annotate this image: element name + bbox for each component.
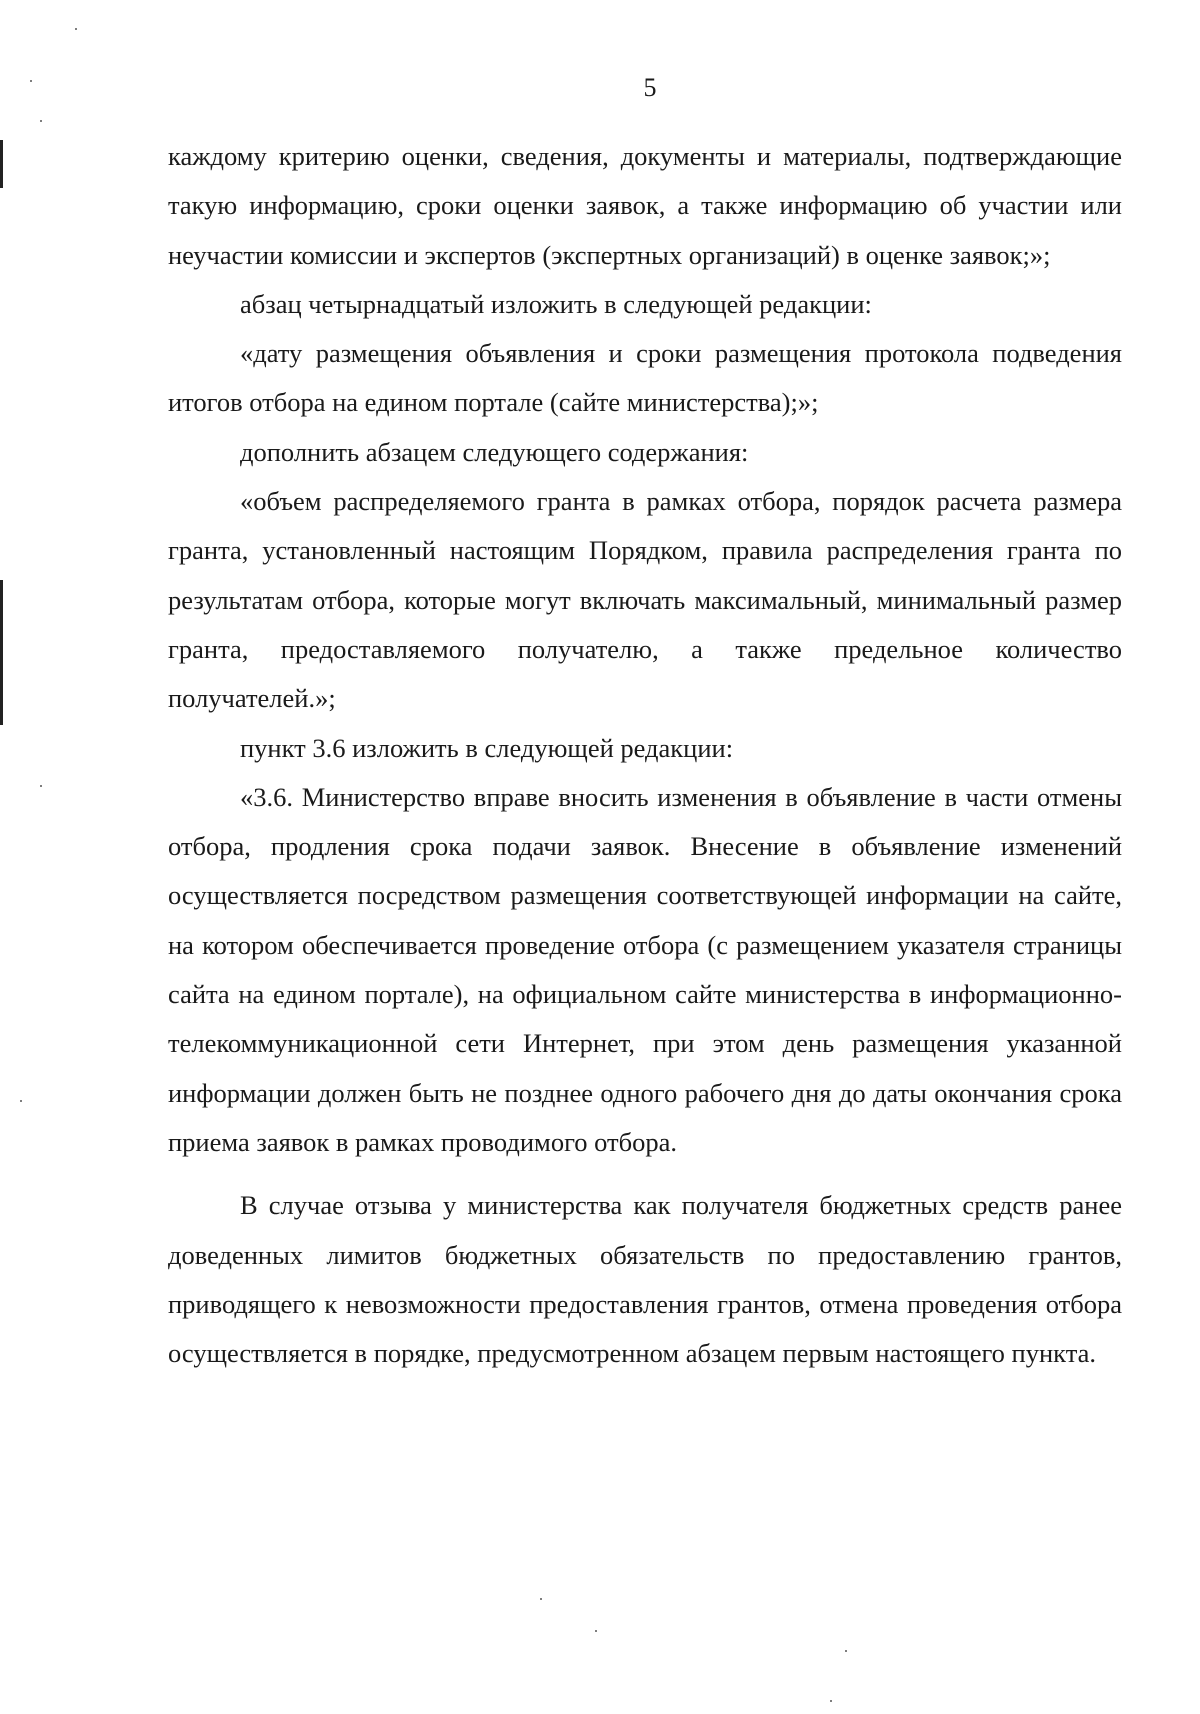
paragraph: «3.6. Министерство вправе вносить изменения в объявление в части отмены отбора, продления срока подачи заявок. Внесение в объявление изменений осуществляется посредством размещения соответствующей информации на сайте, на котором обеспечивается проведение отбора (с размещением указателя страницы сайта на едином портале), на официальном сайте министерства в информационно-телекоммуникационной сети Интернет, при этом день размещения указанной информации должен быть не позднее одного рабочего дня до даты окончания срока приема заявок в рамках проводимого отбора. — [168, 781, 1122, 1157]
paragraph: пункт 3.6 изложить в следующей редакции: — [240, 732, 734, 763]
scan-edge-mark — [0, 140, 3, 188]
scan-speck — [75, 28, 77, 30]
scan-speck — [540, 1598, 542, 1600]
paragraph: каждому критерию оценки, сведения, документы и материалы, подтверждающие такую информацию, сроки оценки заявок, а также информацию об участии или неучастии комиссии и экспертов (экспертных организаций) в оценке заявок;»; — [168, 141, 1122, 270]
paragraph: «объем распределяемого гранта в рамках отбора, порядок расчета размера гранта, установленный настоящим Порядком, правила распределения гранта по результатам отбора, которые могут включать максимальный, минимальный размер гранта, предоставляемого получателю, а также предельное количество получателей.»; — [168, 486, 1122, 714]
page-number: 5 — [643, 73, 657, 102]
paragraph: дополнить абзацем следующего содержания: — [240, 436, 749, 467]
paragraph: абзац четырнадцатый изложить в следующей редакции: — [240, 288, 872, 319]
scan-edge-mark — [0, 580, 3, 725]
scan-speck — [595, 1630, 597, 1632]
scan-speck — [20, 1100, 22, 1102]
scan-speck — [40, 120, 42, 122]
paragraph: «дату размещения объявления и сроки размещения протокола подведения итогов отбора на едином портале (сайте министерства);»; — [168, 338, 1122, 418]
scan-speck — [845, 1650, 847, 1652]
document-body — [168, 132, 1122, 1378]
paragraph: В случае отзыва у министерства как получателя бюджетных средств ранее доведенных лимитов бюджетных обязательств по предоставлению грантов, приводящего к невозможности предоставления грантов, отмена проведения отбора осуществляется в порядке, предусмотренном абзацем первым настоящего пункта. — [168, 1190, 1122, 1369]
scan-speck — [830, 1700, 832, 1702]
scan-speck — [40, 785, 42, 787]
